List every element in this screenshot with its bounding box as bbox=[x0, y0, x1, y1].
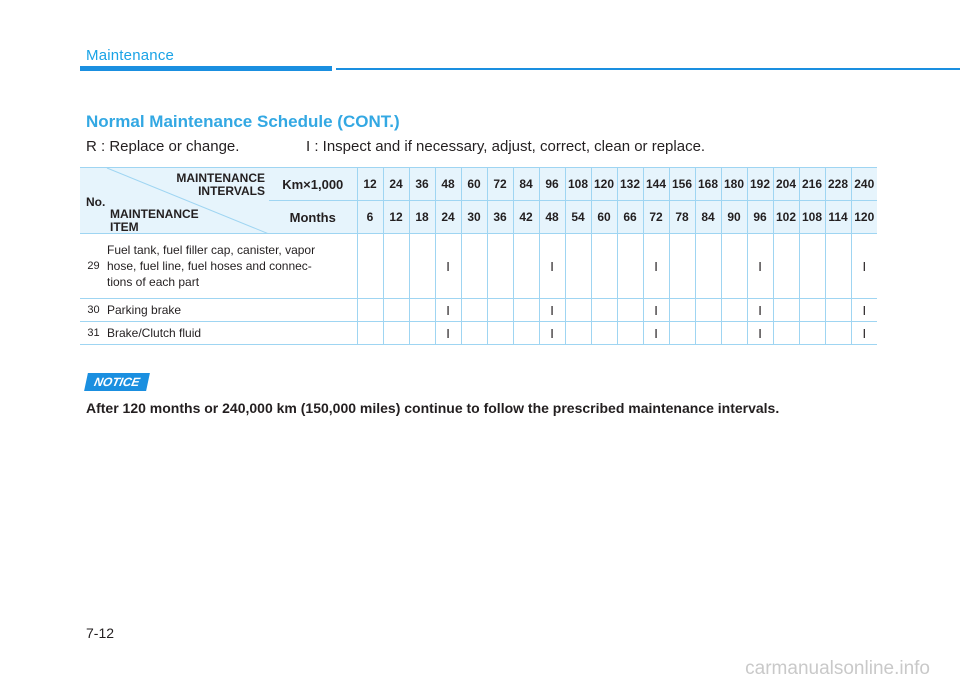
row-number: 30 bbox=[80, 299, 107, 322]
row-mark-cell: I bbox=[643, 299, 669, 322]
row-number: 29 bbox=[80, 234, 107, 299]
row-mark-cell bbox=[565, 322, 591, 345]
legend-replace: R : Replace or change. bbox=[86, 138, 240, 155]
row-mark-cell: I bbox=[435, 299, 461, 322]
row-mark-cell bbox=[383, 322, 409, 345]
km-interval-cell: 168 bbox=[695, 168, 721, 201]
corner-item-line1: MAINTENANCE bbox=[110, 207, 199, 221]
table-row bbox=[80, 299, 877, 322]
km-interval-cell: 60 bbox=[461, 168, 487, 201]
month-interval-cell: 48 bbox=[539, 201, 565, 234]
km-interval-cell: 204 bbox=[773, 168, 799, 201]
km-interval-cell: 240 bbox=[851, 168, 877, 201]
table-row bbox=[80, 322, 877, 345]
month-interval-cell: 24 bbox=[435, 201, 461, 234]
notice-text: After 120 months or 240,000 km (150,000 miles) continue to follow the prescribed maintenance intervals. bbox=[86, 400, 780, 416]
row-number: 31 bbox=[80, 322, 107, 345]
km-interval-cell: 132 bbox=[617, 168, 643, 201]
row-mark-cell bbox=[461, 299, 487, 322]
row-mark-cell bbox=[565, 234, 591, 299]
row-mark-cell bbox=[825, 322, 851, 345]
km-interval-cell: 156 bbox=[669, 168, 695, 201]
row-mark-cell bbox=[357, 322, 383, 345]
row-mark-cell bbox=[669, 322, 695, 345]
row-mark-cell bbox=[773, 234, 799, 299]
km-interval-cell: 216 bbox=[799, 168, 825, 201]
month-interval-cell: 66 bbox=[617, 201, 643, 234]
month-interval-cell: 102 bbox=[773, 201, 799, 234]
corner-intervals-line2: INTERVALS bbox=[198, 184, 265, 198]
km-interval-cell: 96 bbox=[539, 168, 565, 201]
km-interval-cell: 84 bbox=[513, 168, 539, 201]
row-mark-cell: I bbox=[643, 234, 669, 299]
row-mark-cell bbox=[487, 234, 513, 299]
legend-inspect: I : Inspect and if necessary, adjust, correct, clean or replace. bbox=[306, 138, 706, 155]
row-mark-cell: I bbox=[539, 299, 565, 322]
row-mark-cell: I bbox=[435, 234, 461, 299]
row-mark-cell bbox=[825, 299, 851, 322]
km-interval-cell: 24 bbox=[383, 168, 409, 201]
month-interval-cell: 96 bbox=[747, 201, 773, 234]
row-mark-cell bbox=[669, 299, 695, 322]
month-interval-cell: 30 bbox=[461, 201, 487, 234]
table-row bbox=[80, 234, 877, 299]
row-mark-cell bbox=[721, 299, 747, 322]
section-title: Normal Maintenance Schedule (CONT.) bbox=[86, 112, 400, 131]
row-mark-cell bbox=[799, 299, 825, 322]
row-mark-cell bbox=[591, 299, 617, 322]
page-number: 7-12 bbox=[86, 625, 115, 641]
header-rule-thick bbox=[80, 66, 332, 71]
row-mark-cell: I bbox=[643, 322, 669, 345]
row-mark-cell bbox=[773, 322, 799, 345]
month-interval-cell: 60 bbox=[591, 201, 617, 234]
month-interval-cell: 42 bbox=[513, 201, 539, 234]
row-mark-cell bbox=[695, 299, 721, 322]
month-interval-cell: 72 bbox=[643, 201, 669, 234]
row-mark-cell bbox=[669, 234, 695, 299]
row-mark-cell: I bbox=[747, 234, 773, 299]
km-interval-cell: 72 bbox=[487, 168, 513, 201]
km-interval-cell: 228 bbox=[825, 168, 851, 201]
corner-intervals-line1: MAINTENANCE bbox=[176, 171, 265, 185]
km-interval-cell: 144 bbox=[643, 168, 669, 201]
km-interval-cell: 180 bbox=[721, 168, 747, 201]
row-mark-cell: I bbox=[851, 299, 877, 322]
corner-intervals-label bbox=[176, 172, 265, 198]
month-interval-cell: 36 bbox=[487, 201, 513, 234]
row-mark-cell bbox=[513, 299, 539, 322]
corner-item-line2: ITEM bbox=[110, 220, 139, 234]
row-mark-cell: I bbox=[851, 234, 877, 299]
months-label: Months bbox=[269, 201, 357, 234]
month-interval-cell: 108 bbox=[799, 201, 825, 234]
row-mark-cell: I bbox=[747, 322, 773, 345]
row-mark-cell bbox=[825, 234, 851, 299]
table-corner bbox=[80, 168, 269, 234]
row-mark-cell bbox=[513, 234, 539, 299]
row-mark-cell bbox=[357, 234, 383, 299]
row-mark-cell: I bbox=[539, 234, 565, 299]
km-header-row bbox=[80, 168, 877, 201]
header-title: Maintenance bbox=[86, 47, 175, 64]
row-mark-cell bbox=[695, 234, 721, 299]
km-interval-cell: 12 bbox=[357, 168, 383, 201]
header-rule-thin bbox=[336, 68, 960, 70]
month-interval-cell: 114 bbox=[825, 201, 851, 234]
row-mark-cell bbox=[695, 322, 721, 345]
month-interval-cell: 6 bbox=[357, 201, 383, 234]
row-mark-cell bbox=[461, 234, 487, 299]
month-interval-cell: 78 bbox=[669, 201, 695, 234]
row-mark-cell bbox=[773, 299, 799, 322]
month-interval-cell: 90 bbox=[721, 201, 747, 234]
row-mark-cell bbox=[487, 322, 513, 345]
row-item: Fuel tank, fuel filler cap, canister, vapor hose, fuel line, fuel hoses and connec-tions of each part bbox=[107, 234, 357, 299]
row-mark-cell bbox=[357, 299, 383, 322]
row-mark-cell bbox=[487, 299, 513, 322]
row-mark-cell bbox=[461, 322, 487, 345]
corner-item-label bbox=[110, 208, 199, 234]
row-mark-cell bbox=[617, 322, 643, 345]
month-interval-cell: 84 bbox=[695, 201, 721, 234]
row-mark-cell bbox=[591, 234, 617, 299]
km-interval-cell: 108 bbox=[565, 168, 591, 201]
row-mark-cell: I bbox=[539, 322, 565, 345]
km-label: Km×1,000 bbox=[269, 168, 357, 201]
km-interval-cell: 120 bbox=[591, 168, 617, 201]
watermark: carmanualsonline.info bbox=[745, 658, 930, 679]
row-mark-cell: I bbox=[747, 299, 773, 322]
km-interval-cell: 48 bbox=[435, 168, 461, 201]
row-mark-cell bbox=[565, 299, 591, 322]
corner-no-label: No. bbox=[86, 195, 106, 209]
row-mark-cell bbox=[409, 299, 435, 322]
row-mark-cell bbox=[721, 234, 747, 299]
row-mark-cell bbox=[409, 322, 435, 345]
maintenance-schedule-table bbox=[80, 167, 877, 345]
row-item: Parking brake bbox=[107, 299, 357, 322]
row-mark-cell bbox=[383, 234, 409, 299]
month-interval-cell: 120 bbox=[851, 201, 877, 234]
row-item: Brake/Clutch fluid bbox=[107, 322, 357, 345]
row-mark-cell bbox=[513, 322, 539, 345]
row-mark-cell bbox=[383, 299, 409, 322]
row-mark-cell bbox=[799, 234, 825, 299]
schedule-body bbox=[80, 234, 877, 345]
row-mark-cell bbox=[409, 234, 435, 299]
month-interval-cell: 12 bbox=[383, 201, 409, 234]
notice-badge: NOTICE bbox=[84, 373, 150, 391]
month-interval-cell: 54 bbox=[565, 201, 591, 234]
row-mark-cell bbox=[617, 234, 643, 299]
row-mark-cell: I bbox=[851, 322, 877, 345]
row-mark-cell bbox=[591, 322, 617, 345]
row-mark-cell: I bbox=[435, 322, 461, 345]
row-mark-cell bbox=[617, 299, 643, 322]
row-mark-cell bbox=[721, 322, 747, 345]
km-interval-cell: 192 bbox=[747, 168, 773, 201]
km-interval-cell: 36 bbox=[409, 168, 435, 201]
month-interval-cell: 18 bbox=[409, 201, 435, 234]
row-mark-cell bbox=[799, 322, 825, 345]
